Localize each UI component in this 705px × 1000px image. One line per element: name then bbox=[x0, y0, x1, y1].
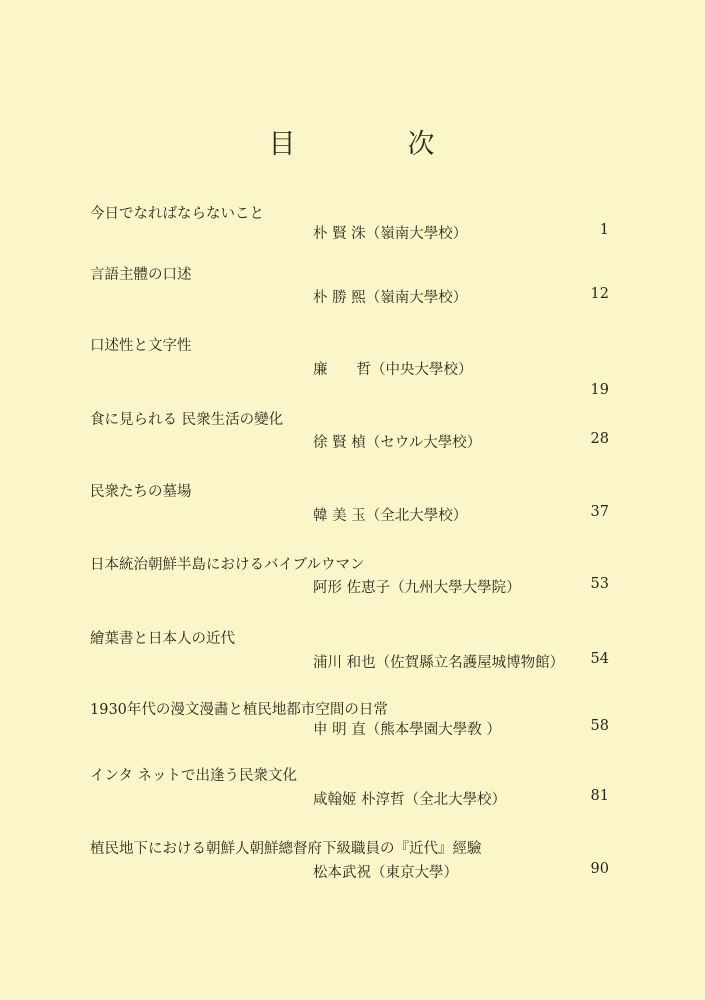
toc-entry bbox=[0, 764, 705, 824]
entry-author: 朴 勝 熙（嶺南大學校） bbox=[313, 290, 468, 306]
entry-page: 90 bbox=[590, 861, 609, 877]
toc-entry bbox=[0, 334, 705, 398]
toc-title-char-2: 次 bbox=[407, 129, 437, 160]
entry-title: 今日でなればならないこと bbox=[90, 206, 264, 222]
entry-title: インタ ネットで出逢う民衆文化 bbox=[90, 768, 298, 784]
entry-page: 19 bbox=[590, 382, 609, 398]
entry-title: 日本統治朝鮮半島におけるバイブルウマン bbox=[90, 557, 365, 573]
toc-title-char-1: 目 bbox=[268, 129, 298, 160]
entry-page: 28 bbox=[590, 431, 609, 447]
entry-author: 咸翰姬 朴淳哲（全北大學校） bbox=[313, 792, 507, 808]
entry-title: 民衆たちの墓場 bbox=[90, 484, 192, 500]
entry-title: 植民地下における朝鮮人朝鮮總督府下級職員の『近代』經驗 bbox=[90, 841, 482, 857]
entry-title: 食に見られる 民衆生活の變化 bbox=[90, 412, 284, 428]
toc-entry bbox=[0, 627, 705, 687]
toc-entry bbox=[0, 202, 705, 262]
entry-title: 言語主體の口述 bbox=[90, 267, 192, 283]
toc-entry bbox=[0, 837, 705, 897]
toc-entry bbox=[0, 698, 705, 758]
entry-page: 58 bbox=[590, 718, 609, 734]
entry-page: 81 bbox=[590, 788, 609, 804]
entry-title: 繪葉書と日本人の近代 bbox=[90, 631, 235, 647]
entry-author: 徐 賢 楨（セウル大學校） bbox=[313, 435, 482, 451]
toc-entry bbox=[0, 553, 705, 613]
entry-title: 口述性と文字性 bbox=[90, 338, 192, 354]
toc-entry bbox=[0, 408, 705, 468]
entry-author: 申 明 直（熊本學園大學敎 ） bbox=[313, 722, 501, 738]
entry-page: 1 bbox=[599, 222, 609, 238]
entry-page: 37 bbox=[590, 504, 609, 520]
entry-author: 朴 賢 洙（嶺南大學校） bbox=[313, 226, 468, 242]
toc-title bbox=[0, 122, 705, 161]
toc-entry bbox=[0, 480, 705, 540]
entry-page: 53 bbox=[590, 576, 609, 592]
entry-author: 韓 美 玉（全北大學校） bbox=[313, 508, 468, 524]
entry-title: 1930年代の漫文漫畵と植民地都市空間の日常 bbox=[90, 702, 388, 718]
entry-author: 浦川 和也（佐賀縣立名護屋城博物館） bbox=[313, 655, 565, 671]
toc-entry bbox=[0, 263, 705, 323]
entry-author: 阿形 佐恵子（九州大學大學院） bbox=[313, 580, 521, 596]
entry-author: 廉 哲（中央大學校） bbox=[313, 362, 473, 378]
entry-page: 54 bbox=[590, 651, 609, 667]
entry-page: 12 bbox=[590, 286, 609, 302]
entry-author: 松本武祝（東京大學） bbox=[313, 865, 458, 881]
